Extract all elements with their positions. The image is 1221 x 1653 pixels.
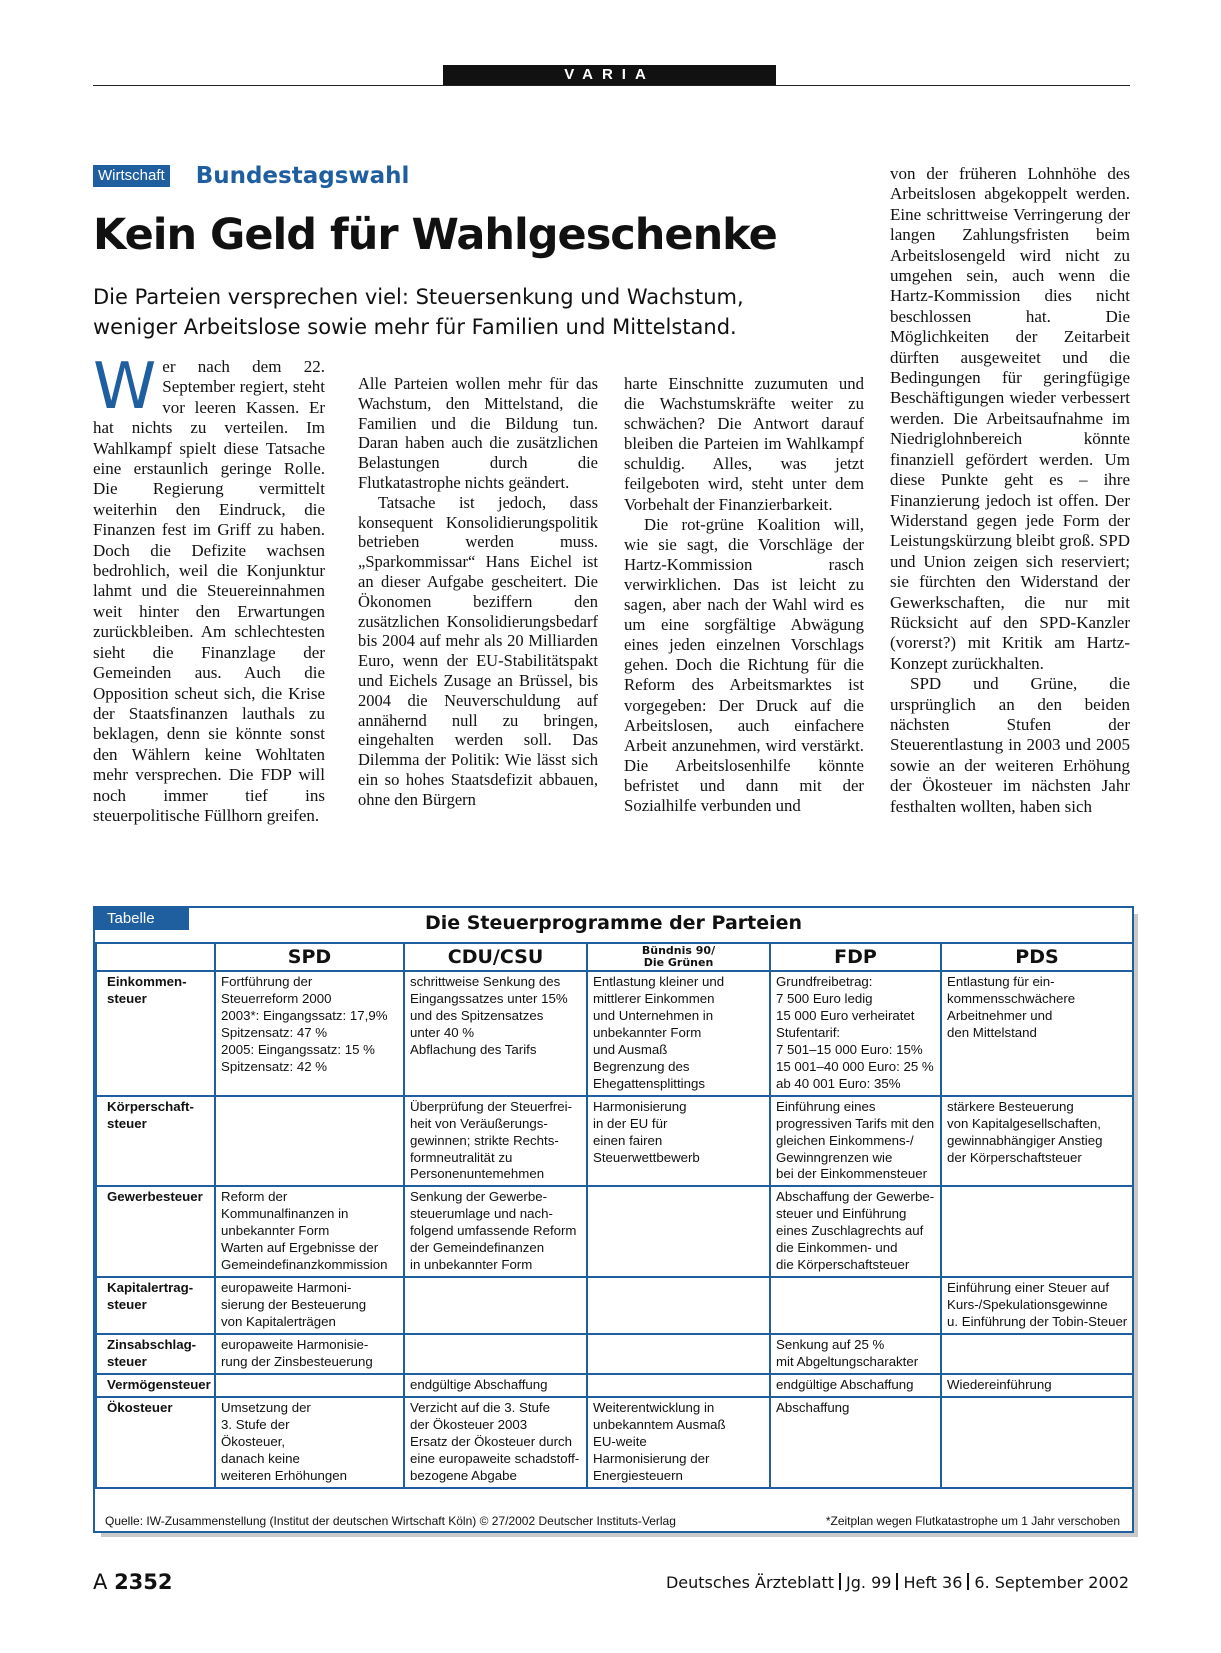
party-header: SPD [215,943,404,971]
table-footnote: *Zeitplan wegen Flutkatastrophe um 1 Jahr verschoben [825,1514,1120,1528]
tax-type-label: Zinsabschlag- steuer [96,1334,215,1374]
paragraph: SPD und Grüne, die ursprünglich an den beiden nächsten Stufen der Steuerentlastung in 2003 und 2005 sowie an der weiteren Erhöhung der Ökosteuer im nächsten Jahr festhalten wollten, haben sich [890,674,1130,816]
tax-table-box [93,906,1134,1533]
table-cell: endgültige Abschaffung [404,1374,587,1397]
table-cell: Weiterentwicklung in unbekanntem Ausmaß EU-weite Harmonisierung der Energiesteuern [587,1397,770,1488]
table-cell [770,1277,941,1334]
table-cell: Grundfreibetrag: 7 500 Euro ledig 15 000 Euro verheiratet Stufentarif: 7 501–15 000 Euro: 15% 15 001–40 000 Euro: 25 % ab 40 001 Euro: 35% [770,971,941,1096]
tax-type-label: Gewerbesteuer [96,1186,215,1277]
table-cell: Umsetzung der 3. Stufe der Ökosteuer, danach keine weiteren Erhöhungen [215,1397,404,1488]
table-cell: Abschaffung der Gewerbe- steuer und Einführung eines Zuschlagrechts auf die Einkommen- und die Körperschaftsteuer [770,1186,941,1277]
page-prefix: A [93,1570,108,1594]
table-cell: schrittweise Senkung des Eingangssatzes unter 15% und des Spitzensatzes unter 40 % Abflachung des Tarifs [404,971,587,1096]
party-header-row [96,943,1133,971]
party-header: PDS [941,943,1133,971]
paragraph: er nach dem 22. September regiert, steht vor leeren Kassen. Er hat nichts zu verteilen. Im Wahlkampf spielt diese Tatsache eine erstaunlich geringe Rolle. Die Regierung vermittelt weiterhin den Eindruck, die Finanzen fest im Griff zu haben. Doch die Defizite wachsen bedrohlich, weil die Konjunktur lahmt und die Steuereinnahmen weit hinter den Erwartungen zurückbleiben. Am schlechtesten sieht die Finanzlage der Gemeinden aus. Auch die Opposition scheut sich, die Krise der Staatsfinanzen lauthals zu beklagen, denn sie könnte sonst den Wählern keine Wohltaten mehr versprechen. Die FDP will noch immer tief ins steuerpolitische Füllhorn greifen. [93,357,325,825]
tax-type-label: Körperschaft- steuer [96,1096,215,1187]
table-cell [941,1397,1133,1488]
party-header: CDU/CSU [404,943,587,971]
section-label: VARIA [443,65,776,85]
table-row [96,1277,1133,1334]
paragraph: Tatsache ist jedoch, dass konsequent Konsolidierungspolitik betrieben werden muss. „Sparkommissar“ Hans Eichel ist an dieser Aufgabe gescheitert. Die Ökonomen beziffern den zusätzlichen Konsolidierungsbedarf bis 2004 auf mehr als 20 Milliarden Euro, wenn der EU-Stabilitätspakt und Eichels Zusage an Brüssel, bis 2004 die Neuverschuldung auf annähernd null zu bringen, eingehalten werden soll. Das Dilemma der Politik: Wie lässt sich ein so hohes Staatsdefizit abbauen, ohne den Bürgern [358,492,598,809]
table-cell: Reform der Kommunalfinanzen in unbekannter Form Warten auf Ergebnisse der Gemeindefinanzkommission [215,1186,404,1277]
table-row [96,1334,1133,1374]
table-cell [404,1277,587,1334]
tax-type-label: Einkommen- steuer [96,971,215,1096]
table-cell: endgültige Abschaffung [770,1374,941,1397]
table-row [96,1096,1133,1187]
table-cell: Harmonisierung in der EU für einen fairen Steuerwettbewerb [587,1096,770,1187]
paragraph: harte Einschnitte zuzumuten und die Wachstumskräfte weiter zu schwächen? Die Antwort darauf bleiben die Parteien im Wahlkampf schuldig. Alles, was jetzt feilgeboten wird, steht unter dem Vorbehalt der Finanzierbarkeit. [624,374,864,514]
table-cell [587,1277,770,1334]
text-column-2 [358,374,598,810]
article-headline: Kein Geld für Wahlgeschenke [93,210,777,260]
table-cell [404,1334,587,1374]
table-cell [587,1374,770,1397]
table-source: Quelle: IW-Zusammenstellung (Institut der deutschen Wirtschaft Köln) © 27/2002 Deutscher Instituts-Verlag [105,1514,676,1528]
table-cell: europaweite Harmoni- sierung der Besteuerung von Kapitalerträgen [215,1277,404,1334]
table-cell [587,1334,770,1374]
journal-volume: Jg. 99 [846,1573,892,1592]
table-cell: stärkere Besteuerung von Kapitalgesellschaften, gewinnabhängiger Anstieg der Körperschaftsteuer [941,1096,1133,1187]
tax-program-table [95,942,1134,1489]
article-kicker [93,164,409,188]
table-cell [215,1096,404,1187]
table-cell: Wiedereinführung [941,1374,1133,1397]
table-cell: Abschaffung [770,1397,941,1488]
tax-type-label: Ökosteuer [96,1397,215,1488]
paragraph: Alle Parteien wollen mehr für das Wachstum, den Mittelstand, die Familien und die Bildung tun. Daran haben auch die zusätzlichen Belastungen durch die Flutkatastrophe nichts geändert. [358,374,598,492]
text-column-4 [890,164,1130,817]
table-cell: europaweite Harmonisie- rung der Zinsbesteuerung [215,1334,404,1374]
table-cell [941,1186,1133,1277]
journal-footer [666,1573,1129,1592]
table-cell: Entlastung für ein- kommensschwächere Arbeitnehmer und den Mittelstand [941,971,1133,1096]
party-header: FDP [770,943,941,971]
journal-name: Deutsches Ärzteblatt [665,1573,835,1592]
table-cell: Überprüfung der Steuerfrei- heit von Veräußerungs- gewinnen; strikte Rechts- formneutralität zu Personenuntemehmen [404,1096,587,1187]
paragraph: von der früheren Lohnhöhe des Arbeitslosen abgekoppelt werden. Eine schrittweise Verringerung der langen Zahlungsfristen beim Arbeitslosengeld wird nicht zu umgehen sein, auch wenn die Hartz-Kommission dies nicht beschlossen hat. Die Möglichkeiten der Zeitarbeit dürften ausgeweitet und die Bedingungen für geringfügige Beschäftigungen wieder verbessert werden. Die Arbeitsaufnahme im Niedriglohnbereich könnte finanziell gefördert werden. Um diese Punkte geht es – ihre Finanzierung jedoch ist offen. Der Widerstand gegen jede Form der Leistungskürzung bleibt groß. SPD und Union zeigen sich reserviert; sie fürchten den Widerstand der Gewerkschaften, die nur mit Rücksicht auf den SPD-Kanzler (vorerst?) mit Kritik am Hartz-Konzept zurückhalten. [890,164,1130,673]
paragraph: Die rot-grüne Koalition will, wie sie sagt, die Vorschläge der Hartz-Kommission rasch verwirklichen. Das ist leicht zu sagen, aber nach der Wahl wird es um eine sorgfältige Abwägung eines jeden einzelnen Vorschlags gehen. Doch die Richtung für die Reform des Arbeitsmarktes ist vorgegeben: Der Druck auf die Arbeitslosen, auch einfachere Arbeit anzunehmen, wird verstärkt. Die Arbeitslosenhilfe könnte befristet und dann mit der Sozialhilfe verbunden und [624,514,864,815]
table-cell [215,1374,404,1397]
table-cell [941,1334,1133,1374]
table-cell: Fortführung der Steuerreform 2000 2003*: Eingangssatz: 17,9% Spitzensatz: 47 % 2005: Eingangssatz: 15 % Spitzensatz: 42 % [215,971,404,1096]
table-title: Die Steuerprogramme der Parteien [424,912,803,934]
page-number [93,1570,173,1594]
journal-issue: Heft 36 [903,1573,963,1592]
table-row [96,1374,1133,1397]
table-label: Tabelle [95,908,189,930]
party-header: Bündnis 90/ Die Grünen [587,943,770,971]
text-column-3 [624,374,864,816]
tax-type-label: Vermögensteuer [96,1374,215,1397]
table-cell: Verzicht auf die 3. Stufe der Ökosteuer 2003 Ersatz der Ökosteuer durch eine europaweite schadstoff- bezogene Abgabe [404,1397,587,1488]
table-cell [587,1186,770,1277]
text-column-1 [93,350,325,826]
header-rule [93,85,1130,86]
rubrik-badge: Wirtschaft [93,165,170,187]
topic-title: Bundestagswahl [195,163,410,189]
journal-date: 6. September 2002 [974,1573,1129,1592]
table-row [96,1186,1133,1277]
table-cell: Einführung einer Steuer auf Kurs-/Spekulationsgewinne u. Einführung der Tobin-Steuer [941,1277,1133,1334]
drop-cap: W [93,350,157,424]
table-cell: Senkung der Gewerbe- steuerumlage und nach- folgend umfassende Reform der Gemeindefinanzen in unbekannter Form [404,1186,587,1277]
article-lead: Die Parteien versprechen viel: Steuersenkung und Wachstum, weniger Arbeitslose sowie mehr für Familien und Mittelstand. [93,285,744,339]
table-row [96,971,1133,1096]
table-cell: Einführung eines progressiven Tarifs mit den gleichen Einkommens-/ Gewinngrenzen wie bei der Einkommensteuer [770,1096,941,1187]
table-row [96,1397,1133,1488]
table-cell: Senkung auf 25 % mit Abgeltungscharakter [770,1334,941,1374]
header-corner [96,943,215,971]
table-cell: Entlastung kleiner und mittlerer Einkommen und Unternehmen in unbekannter Form und Ausmaß Begrenzung des Ehegattensplittings [587,971,770,1096]
tax-type-label: Kapitalertrag- steuer [96,1277,215,1334]
page-number-value: 2352 [114,1570,173,1594]
